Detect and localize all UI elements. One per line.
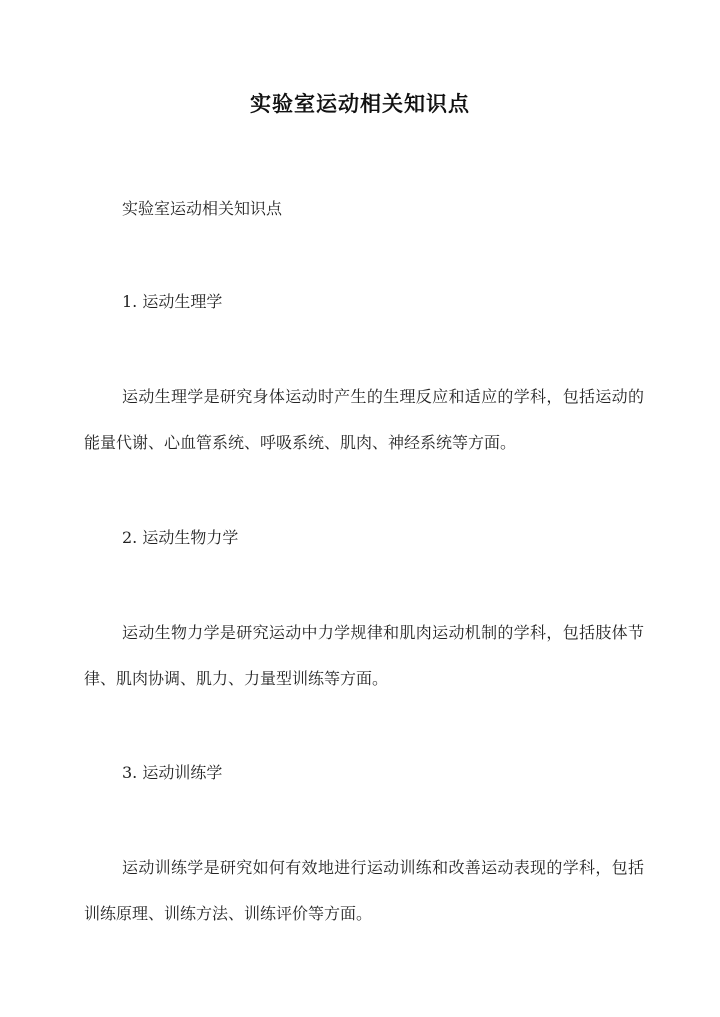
- document-title: 实验室运动相关知识点: [250, 91, 470, 116]
- section-body-1: 运动生理学是研究身体运动时产生的生理反应和适应的学科，包括运动的能量代谢、心血管系统、呼吸系统、肌肉、神经系统等方面。: [84, 387, 644, 452]
- document-subtitle: 实验室运动相关知识点: [122, 199, 283, 218]
- section-body-3: 运动训练学是研究如何有效地进行运动训练和改善运动表现的学科，包括训练原理、训练方法、训练评价等方面。: [84, 858, 644, 923]
- section-body-2: 运动生物力学是研究运动中力学规律和肌肉运动机制的学科，包括肢体节律、肌肉协调、肌力、力量型训练等方面。: [84, 623, 644, 688]
- section-heading-2: 2. 运动生物力学: [122, 528, 239, 547]
- section-heading-1: 1. 运动生理学: [122, 292, 223, 311]
- section-heading-3: 3. 运动训练学: [122, 763, 223, 782]
